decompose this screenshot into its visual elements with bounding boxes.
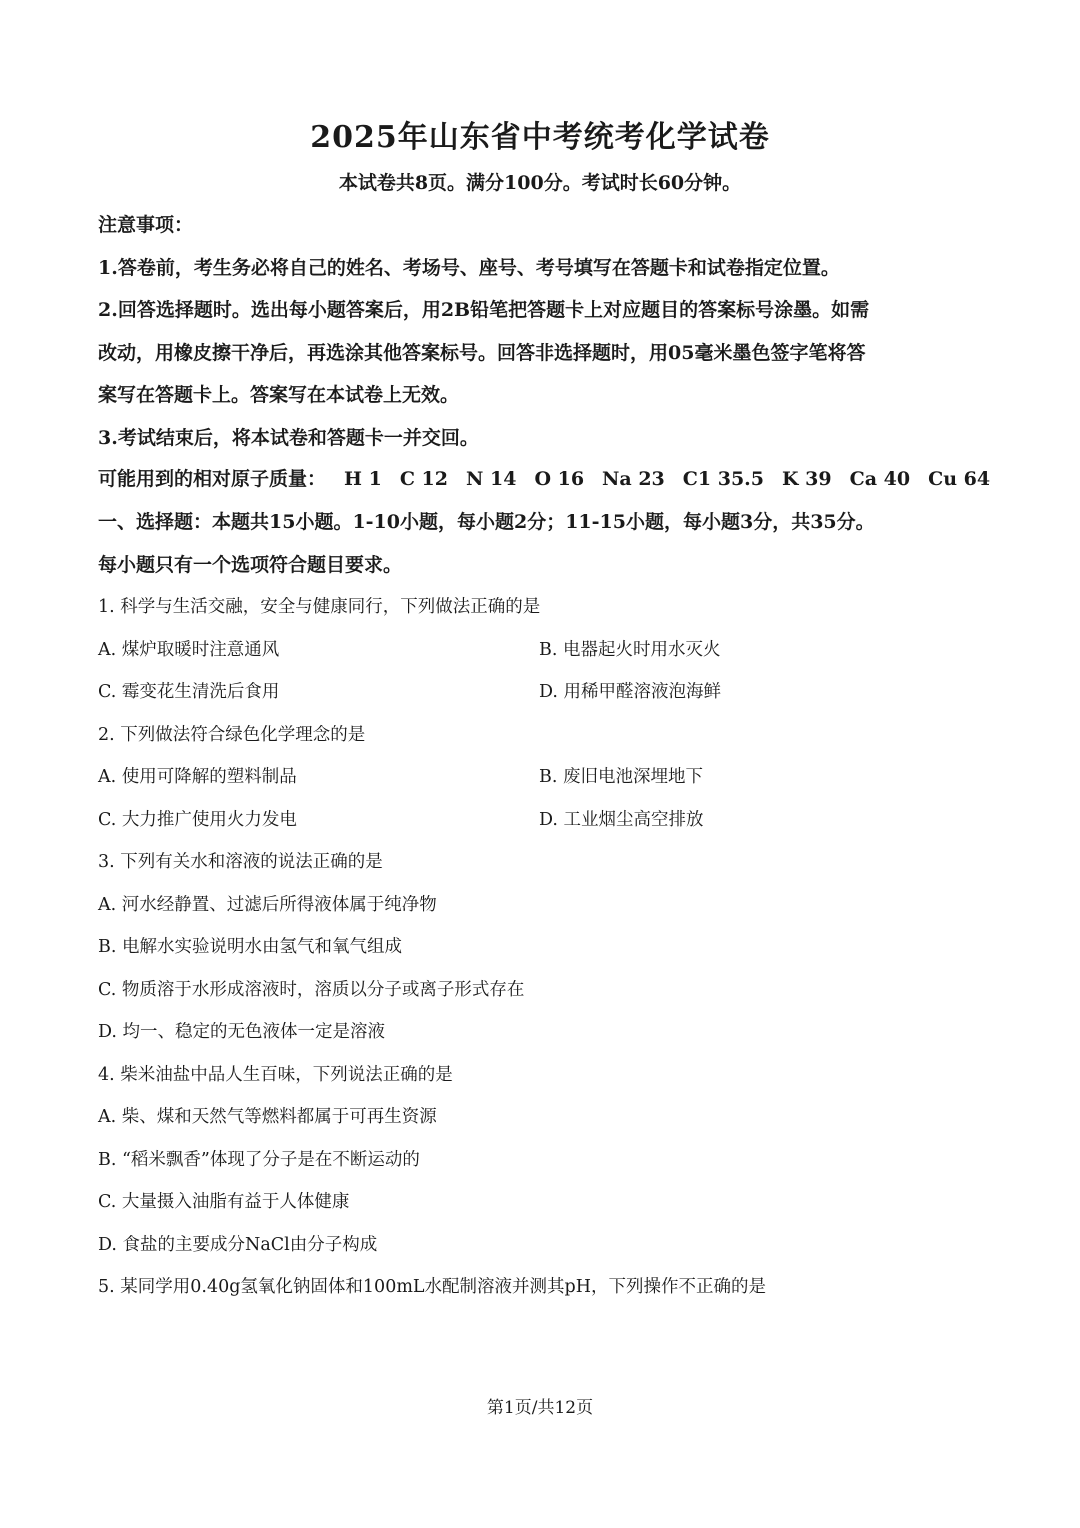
atomic-mass-item: H 1 (344, 468, 382, 490)
question-2-option-a: A. 使用可降解的塑料制品 (98, 767, 297, 787)
question-3-option-a: A. 河水经静置、过滤后所得液体属于纯净物 (98, 895, 437, 915)
exam-title: 2025年山东省中考统考化学试卷 (310, 120, 770, 155)
question-4-stem: 4. 柴米油盐中品人生百味，下列说法正确的是 (98, 1065, 453, 1085)
section-heading-line-1: 一、选择题：本题共15小题。1-10小题，每小题2分；11-15小题，每小题3分，共35分。 (98, 511, 875, 533)
question-2-option-d: D. 工业烟尘高空排放 (539, 810, 704, 830)
question-4-option-a: A. 柴、煤和天然气等燃料都属于可再生资源 (98, 1107, 437, 1127)
notice-heading: 注意事项： (98, 214, 194, 236)
question-5-stem: 5. 某同学用0.40g氢氧化钠固体和100mL水配制溶液并测其pH，下列操作不正确的是 (98, 1277, 767, 1297)
section-heading-line-2: 每小题只有一个选项符合题目要求。 (98, 554, 403, 576)
question-1-stem: 1. 科学与生活交融，安全与健康同行，下列做法正确的是 (98, 597, 541, 617)
atomic-mass-item: C1 35.5 (682, 468, 765, 490)
notice-item-1: 1.答卷前，考生务必将自己的姓名、考场号、座号、考号填写在答题卡和试卷指定位置。 (98, 257, 840, 279)
question-1-option-a: A. 煤炉取暖时注意通风 (98, 640, 280, 660)
atomic-mass-item: K 39 (782, 468, 832, 490)
question-4-option-c: C. 大量摄入油脂有益于人体健康 (98, 1192, 350, 1212)
atomic-mass-item: O 16 (534, 468, 585, 490)
question-4-option-d: D. 食盐的主要成分NaCl由分子构成 (98, 1235, 378, 1255)
question-3-option-c: C. 物质溶于水形成溶液时，溶质以分子或离子形式存在 (98, 980, 525, 1000)
notice-item-2-line-2: 改动，用橡皮擦干净后，再选涂其他答案标号。回答非选择题时，用05毫米墨色签字笔将答 (98, 342, 866, 364)
question-1-option-d: D. 用稀甲醛溶液泡海鲜 (539, 682, 722, 702)
question-4-option-b: B. “稻米飘香”体现了分子是在不断运动的 (98, 1150, 420, 1170)
atomic-masses (98, 464, 990, 491)
question-3-option-d: D. 均一、稳定的无色液体一定是溶液 (98, 1022, 386, 1042)
atomic-mass-item: Cu 64 (928, 468, 991, 490)
page-footer: 第1页/共12页 (486, 1398, 594, 1418)
notice-item-2-line-3: 案写在答题卡上。答案写在本试卷上无效。 (98, 384, 460, 406)
question-3-option-b: B. 电解水实验说明水由氢气和氧气组成 (98, 937, 402, 957)
atomic-mass-item: Na 23 (602, 468, 665, 490)
question-2-stem: 2. 下列做法符合绿色化学理念的是 (98, 725, 366, 745)
atomic-masses-label: 可能用到的相对原子质量： (98, 468, 327, 490)
notice-item-3: 3.考试结束后，将本试卷和答题卡一并交回。 (98, 427, 479, 449)
atomic-mass-item: N 14 (466, 468, 517, 490)
exam-subtitle: 本试卷共8页。满分100分。考试时长60分钟。 (338, 172, 742, 194)
question-2-option-c: C. 大力推广使用火力发电 (98, 810, 297, 830)
notice-item-2-line-1: 2.回答选择题时。选出每小题答案后，用2B铅笔把答题卡上对应题目的答案标号涂墨。如需 (98, 299, 870, 321)
question-1-option-c: C. 霉变花生清洗后食用 (98, 682, 280, 702)
atomic-mass-item: Ca 40 (849, 468, 911, 490)
question-1-option-b: B. 电器起火时用水灭火 (539, 640, 721, 660)
question-2-option-b: B. 废旧电池深埋地下 (539, 767, 703, 787)
question-3-stem: 3. 下列有关水和溶液的说法正确的是 (98, 852, 383, 872)
atomic-mass-item: C 12 (399, 468, 448, 490)
